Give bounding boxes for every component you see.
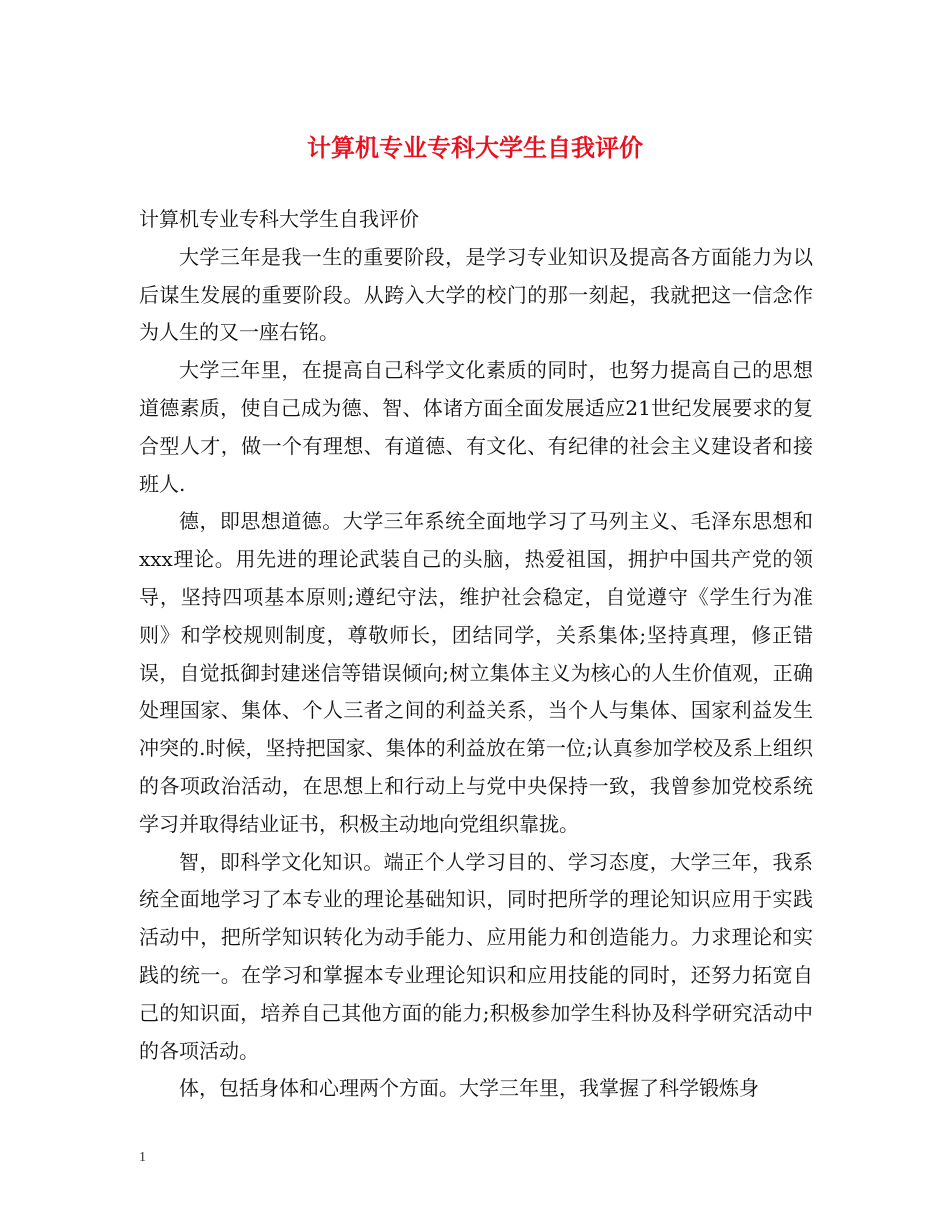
document-body <box>139 201 813 1108</box>
paragraph-3: 德，即思想道德。大学三年系统全面地学习了马列主义、毛泽东思想和xxx理论。用先进的理论武装自己的头脑，热爱祖国，拥护中国共产党的领导，坚持四项基本原则;遵纪守法，维护社会稳定，自觉遵守《学生行为准则》和学校规则制度，尊敬师长，团结同学，关系集体;坚持真理，修正错误，自觉抵御封建迷信等错误倾向;树立集体主义为核心的人生价值观，正确处理国家、集体、个人三者之间的利益关系，当个人与集体、国家利益发生冲突的.时候，坚持把国家、集体的利益放在第一位;认真参加学校及系上组织的各项政治活动，在思想上和行动上与党中央保持一致，我曾参加党校系统学习并取得结业证书，积极主动地向党组织靠拢。 <box>139 509 813 836</box>
page-number: 1 <box>139 1150 146 1165</box>
document-subtitle: 计算机专业专科大学生自我评价 <box>139 207 419 231</box>
document-title: 计算机专业专科大学生自我评价 <box>307 133 643 162</box>
paragraph-2: 大学三年里，在提高自己科学文化素质的同时，也努力提高自己的思想道德素质，使自己成为德、智、体诸方面全面发展适应21世纪发展要求的复合型人才，做一个有理想、有道德、有文化、有纪律的社会主义建设者和接班人. <box>139 358 813 496</box>
paragraph-5: 体，包括身体和心理两个方面。大学三年里，我掌握了科学锻炼身 <box>179 1076 759 1101</box>
paragraph-1: 大学三年是我一生的重要阶段，是学习专业知识及提高各方面能力为以后谋生发展的重要阶段。从跨入大学的校门的那一刻起，我就把这一信念作为人生的又一座右铭。 <box>139 244 813 345</box>
paragraph-4: 智，即科学文化知识。端正个人学习目的、学习态度，大学三年，我系统全面地学习了本专业的理论基础知识，同时把所学的理论知识应用于实践活动中，把所学知识转化为动手能力、应用能力和创造能力。力求理论和实践的统一。在学习和掌握本专业理论知识和应用技能的同时，还努力拓宽自己的知识面，培养自己其他方面的能力;积极参加学生科协及科学研究活动中的各项活动。 <box>139 849 813 1063</box>
